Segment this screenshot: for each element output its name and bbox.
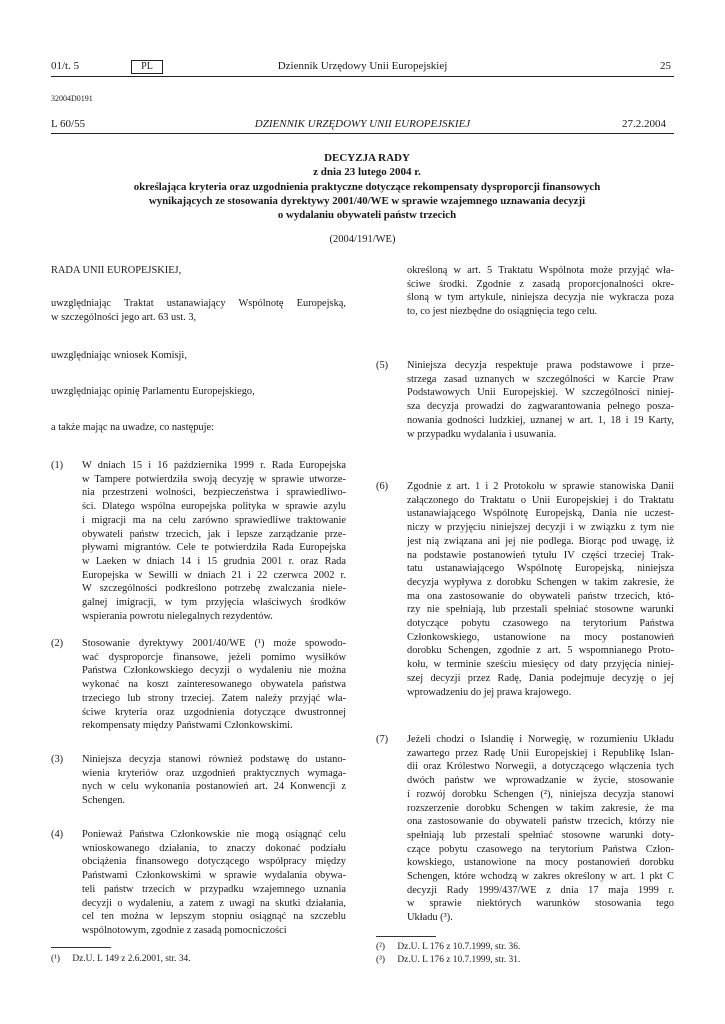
footnote-rule-left <box>51 947 111 948</box>
text-line: w sprawie niektórych warunków stosowania tego <box>407 898 674 910</box>
text-line: Jeżeli chodzi o Islandię i Norwegię, w rozumieniu Układu <box>407 734 674 745</box>
recital-4-continuation <box>407 264 674 319</box>
footnote-1 <box>51 953 346 966</box>
text-line: dii oraz Królestwo Norwegii, a dotyczącego włączenia tych <box>407 761 674 773</box>
text-line: dwóch państw we wprowadzanie w życie, stosowanie <box>407 775 674 787</box>
text-line: Europejska w Sewilli w dniach 21 i 22 czerwca 2002 r. <box>82 569 346 581</box>
text-line: cel ten można w lepszym stopniu osiągnąć na szczeblu <box>82 911 346 923</box>
text-line: śloną w tym artykule, niniejsza decyzja nie wykracza poza <box>407 292 674 304</box>
decision-title: DECYZJA RADY <box>324 152 410 164</box>
recital-number: (3) <box>51 754 64 765</box>
text-line: i migracji ma na celu zarówno sprawiedliwe traktowanie <box>82 514 346 526</box>
text-line: strzega zasad uznanych w szczególności w Karcie Praw <box>407 373 674 385</box>
text-line: rozszerzenie dorobku Schengen w takim zakresie, że ma <box>407 802 674 814</box>
recital-text <box>407 359 674 441</box>
footnote-2 <box>376 941 674 954</box>
text-line: i rozwój dorobku Schengen (²), niniejsza decyzja stanowi <box>407 788 674 800</box>
running-header-left: 01/t. 5 <box>51 60 80 72</box>
text-line: obywateli państw trzecich, jak i lepsze zarządzanie prze- <box>82 528 346 540</box>
text-line: wspierania powrotu nielegalnych rezydentów. <box>82 610 273 622</box>
celex-number: 32004D0191 <box>51 94 93 103</box>
text-line: obciążenia finansowego dotyczącego współpracy między <box>82 856 346 868</box>
recital-text <box>82 459 346 623</box>
council-heading: RADA UNII EUROPEJSKIEJ, <box>51 265 182 276</box>
recital-number: (7) <box>376 734 389 745</box>
text-line: trzeciego lub strony trzeciej. Zatem należy przyjąć wła- <box>82 692 346 704</box>
text-line: zawartego przez Radę Unii Europejskiej i Republikę Islan- <box>407 747 674 759</box>
original-header-rule <box>51 133 674 134</box>
text-line: wnioskowanego działania, to znaczy dokonać podziału <box>82 842 346 854</box>
text-line: ści. Dlatego wspólna europejska polityka w sprawie azylu <box>82 501 346 513</box>
original-header-left: L 60/55 <box>51 118 86 130</box>
footnote-text: Dz.U. L 149 z 2.6.2001, str. 34. <box>72 954 191 964</box>
footnote-text: Dz.U. L 176 z 10.7.1999, str. 36. <box>397 942 521 952</box>
text-line: w Tampere potwierdziła swoją decyzję w sprawie utworze- <box>82 473 346 485</box>
text-line: wykonać na koszt zainteresowanego obywatela państwa <box>82 679 346 691</box>
decision-subject-line-1: określająca kryteria oraz uzgodnienia praktyczne dotyczące rekompensaty dysproporcji finansowych <box>133 181 601 193</box>
text-line: Ponieważ Państwa Członkowskie nie mogą osiągnąć celu <box>82 829 346 840</box>
text-line: jest nią związana ani jej nie podlega. Biorąc pod uwagę, iż <box>407 535 674 547</box>
text-line: ściwe środki. Zgodnie z zasadą proporcjonalności okre- <box>407 278 674 290</box>
text-line: szej decyzji przez Radę, Dania podejmuje decyzję o jej <box>407 672 674 684</box>
text-line: tatu ustanawiającego Wspólnotę Europejską, niniejsza <box>407 563 674 575</box>
recital-number: (4) <box>51 829 64 840</box>
recital-text <box>82 828 346 938</box>
recital-text <box>407 480 674 699</box>
text-line: Niniejsza decyzja stanowi również podstawę do ustano- <box>82 754 346 765</box>
original-header-date: 27.2.2004 <box>622 118 666 130</box>
text-line: Zgodnie z art. 1 i 2 Protokołu w sprawie stanowiska Danii <box>407 481 674 492</box>
citation-treaty <box>51 297 346 324</box>
footnote-3 <box>376 954 674 967</box>
text-line: ma ona zastosowanie do obywateli państw trzecich, któ- <box>407 590 674 602</box>
text-line: decyzji o wydaleniu, a zatem z uwagi na skutki działania, <box>82 897 346 909</box>
text-line: decyzji Rady 1999/437/WE z dnia 17 maja 1999 r. <box>407 884 674 896</box>
text-line: określoną w art. 5 Traktatu Wspólnota może przyjąć wła- <box>407 265 674 276</box>
text-line: nia przestrzeni wolności, bezpieczeństwa i sprawiedliwo- <box>82 487 346 499</box>
text-line: kowskiego, ustanowione na mocy postanowień dorobku <box>407 857 674 869</box>
text-line: Państwa Członkowskiego decyzji o wydaleniu nie można <box>82 665 346 677</box>
text-line: nych w celu wykonania postanowień art. 24 Konwencji z <box>82 781 346 793</box>
recital-number: (6) <box>376 481 389 492</box>
citation-commission: uwzględniając wniosek Komisji, <box>51 350 187 361</box>
text-line: decyzja wypływa z dorobku Schengen w takim zakresie, że <box>407 576 674 588</box>
footnote-mark: (¹) <box>51 954 61 964</box>
decision-subject-line-2: wynikających ze stosowania dyrektywy 2001/40/WE w sprawie wzajemnego uznawania decyzji <box>148 195 586 207</box>
text-line: wspólnotowym, zgodnie z zasadą pomocniczości <box>82 924 287 936</box>
text-line: wprowadzeniu do jej prawa krajowego. <box>407 686 572 698</box>
text-line: Układu (³). <box>407 912 453 924</box>
recital-number: (5) <box>376 360 389 371</box>
whereas-intro: a także mając na uwadze, co następuje: <box>51 422 214 433</box>
text-line: W szczególności podkreślono potrzebę zwalczania niele- <box>82 583 346 595</box>
text-line: w przypadku wydalania i usuwania. <box>407 428 557 440</box>
text-line: w Laeken w dniach 14 i 15 grudnia 2001 r. oraz Rada <box>82 555 346 567</box>
original-header-title: DZIENNIK URZĘDOWY UNII EUROPEJSKIEJ <box>254 118 471 130</box>
citation-parliament: uwzględniając opinię Parlamentu Europejskiego, <box>51 386 255 397</box>
recital-text <box>82 637 346 733</box>
text-line: Podstawowych Unii Europejskiej. W szczególności niniej- <box>407 387 674 399</box>
text-line: wać dysproporcje finansowe, jeżeli pomimo wysiłków <box>82 651 346 663</box>
recital-text <box>82 753 346 808</box>
footnote-mark: (³) <box>376 955 386 965</box>
text-line: niczy w przyjęciu niniejszej decyzji i w związku z tym nie <box>407 522 674 534</box>
citation-treaty-line: w szczególności jego art. 63 ust. 3, <box>51 311 197 323</box>
footnote-mark: (²) <box>376 942 386 952</box>
text-line: Niniejsza decyzja respektuje prawa podstawowe i prze- <box>407 360 674 371</box>
text-line: czące pobytu czasowego na terytorium Państwa Człon- <box>407 843 674 855</box>
text-line: załączonego do Traktatu o Unii Europejskiej i do Traktatu <box>407 494 674 506</box>
recital-number: (2) <box>51 638 64 649</box>
decision-subject-line-3: o wydalaniu obywateli państw trzecich <box>277 209 457 221</box>
text-line: dorobku Schengen, zgodnie z art. 5 wspomnianego Proto- <box>407 645 674 657</box>
text-line: rekompensaty między Państwami Członkowskimi. <box>82 720 293 732</box>
footnote-rule-right <box>376 936 436 937</box>
language-badge: PL <box>131 60 163 74</box>
text-line: ściwe kryteria oraz uzgodnienia dotyczące dwustronnej <box>82 706 346 718</box>
citation-treaty-line: uwzględniając Traktat ustanawiający Wspólnotę Europejską, <box>51 298 346 309</box>
running-header-title: Dziennik Urzędowy Unii Europejskiej <box>277 60 448 72</box>
text-line: galnej imigracji, w tym przyjęcia właściwych środków <box>82 597 346 609</box>
text-line: W dniach 15 i 16 października 1999 r. Rada Europejska <box>82 460 346 471</box>
text-line: teli państw trzecich w przypadku wzajemnego uznania <box>82 883 346 895</box>
decision-reference: (2004/191/WE) <box>329 234 396 245</box>
text-line: to, co jest niezbędne do osiągnięcia tego celu. <box>407 306 598 318</box>
recital-text <box>407 733 674 925</box>
text-line: sza decyzja prowadzi do zagwarantowania pełnego posza- <box>407 401 674 413</box>
text-line: kołu, w terminie sześciu miesięcy od daty przyjęcia niniej- <box>407 659 674 671</box>
page-number: 25 <box>660 60 671 72</box>
footnote-text: Dz.U. L 176 z 10.7.1999, str. 31. <box>397 955 521 965</box>
text-line: Państwami Członkowskimi w sprawie wydalania obywa- <box>82 870 346 882</box>
header-rule <box>51 76 674 77</box>
text-line: ustanawiającego Wspólnotę Europejską, Dania nie uczest- <box>407 508 674 520</box>
text-line: rzy nie spełniają, lub przestali spełniać stosowne warunki <box>407 604 674 616</box>
text-line: Schengen. <box>82 795 125 807</box>
recital-number: (1) <box>51 460 64 471</box>
decision-date: z dnia 23 lutego 2004 r. <box>313 166 421 178</box>
text-line: spełniają lub przestali spełniać stosowne warunki doty- <box>407 829 674 841</box>
text-line: Członkowskiego, ustanowione na mocy postanowień <box>407 631 674 643</box>
text-line: wienia kryteriów oraz uzgodnień praktycznych wymaga- <box>82 767 346 779</box>
text-line: Stosowanie dyrektywy 2001/40/WE (¹) może spowodo- <box>82 638 346 649</box>
text-line: na podstawie postanowień tytułu IV części trzeciej Trak- <box>407 549 674 561</box>
text-line: pływami migrantów. Cele te potwierdziła Rada Europejska <box>82 542 346 554</box>
text-line: Schengen, które wchodzą w zakres określony w art. 1 pkt C <box>407 871 674 883</box>
text-line: nowania godności ludzkiej, uznanej w art. 1, 18 i 19 Karty, <box>407 414 674 426</box>
text-line: ona zastosowanie do obywateli państw trzecich, którzy nie <box>407 816 674 828</box>
text-line: dotyczące pobytu czasowego na terytorium Państwa <box>407 618 674 630</box>
